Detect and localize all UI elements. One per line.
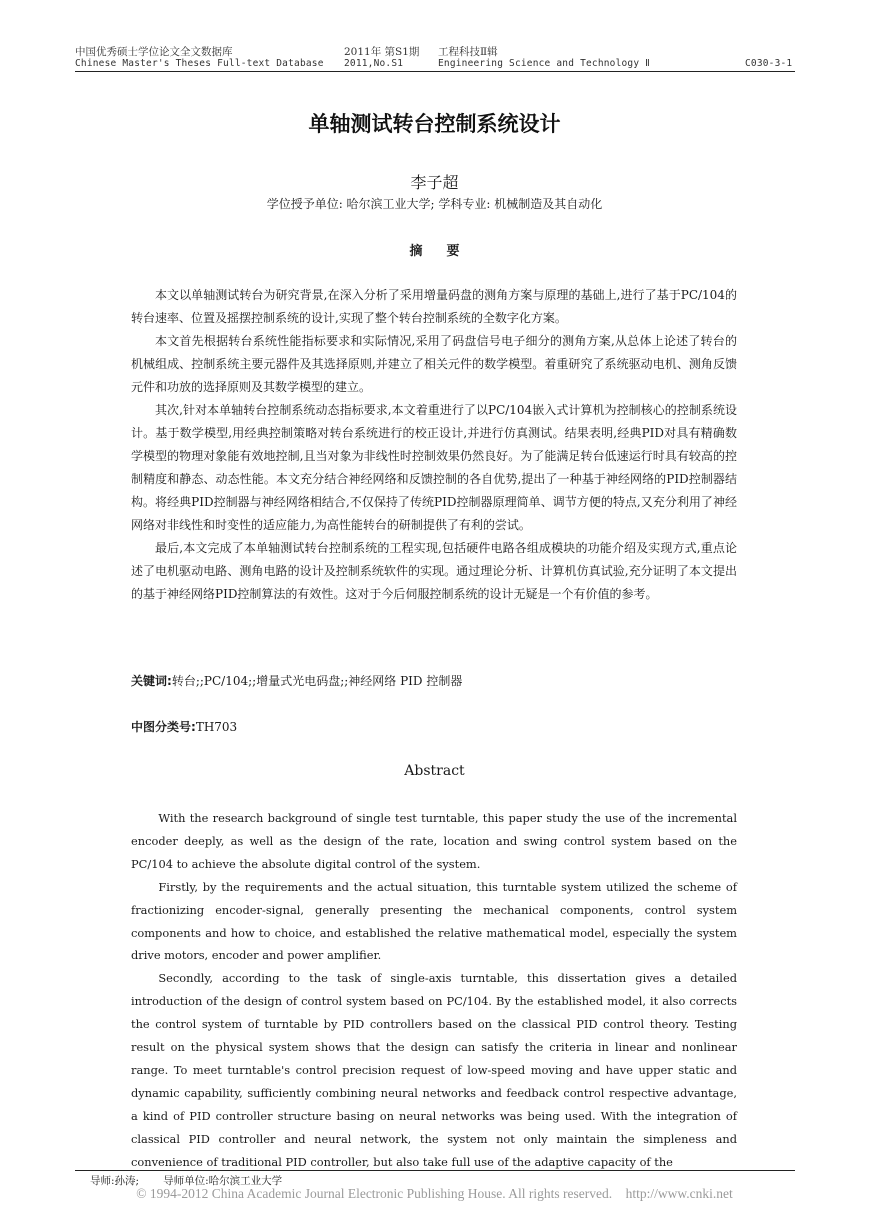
keywords-value: 转台;;PC/104;;增量式光电码盘;;神经网络 PID 控制器 bbox=[171, 674, 463, 688]
paper-title: 单轴测试转台控制系统设计 bbox=[308, 112, 561, 136]
abstract-cn-paragraph: 本文以单轴测试转台为研究背景,在深入分析了采用增量码盘的测角方案与原理的基础上,进行了基于PC/104的转台速率、位置及摇摆控制系统的设计,实现了整个转台控制系统的全数字化方案。 bbox=[131, 288, 737, 325]
paper-affiliation: 学位授予单位: 哈尔滨工业大学; 学科专业: 机械制造及其自动化 bbox=[266, 197, 603, 211]
classification bbox=[131, 718, 237, 735]
header-db-en: Chinese Master's Theses Full-text Database bbox=[75, 58, 324, 69]
keywords bbox=[131, 672, 462, 689]
abstract-en-paragraph: Secondly, according to the task of single-axis turntable, this dissertation gives a detailed introduction of the design of control system based on PC/104. By the established model, it also corrects the control system of turntable by PID controllers based on the classical PID control theory. Testing result on the physical system shows that the design can satisfy the criteria in linear and nonlinear range. To meet turntable's control precision request of low-speed moving and have upper static and dynamic capability, sufficiently combining neural networks and feedback control respective advantage, a kind of PID controller structure basing on neural networks was being used. With the integration of classical PID controller and neural network, the system not only maintain the simpleness and convenience of traditional PID controller, but also take full use of the adaptive capacity of the bbox=[131, 971, 737, 1169]
classification-label: 中图分类号: bbox=[131, 720, 196, 734]
abstract-cn-paragraph: 其次,针对本单轴转台控制系统动态指标要求,本文着重进行了以PC/104嵌入式计算机为控制核心的控制系统设计。基于数学模型,用经典控制策略对转台系统进行的校正设计,并进行仿真测试。结果表明,经典PID对具有精确数学模型的物理对象能有效地控制,且当对象为非线性时控制效果仍然良好。为了能满足转台低速运行时具有较高的控制精度和静态、动态性能。本文充分结合神经网络和反馈控制的各自优势,提出了一种基于神经网络的PID控制器结构。将经典PID控制器与神经网络相结合,不仅保持了传统PID控制器原理简单、调节方便的特点,又充分利用了神经网络对非线性和时变性的适应能力,为高性能转台的研制提供了有利的尝试。 bbox=[131, 403, 737, 532]
abstract-heading-cn: 摘要 bbox=[409, 244, 484, 259]
footer-advisor-unit: 导师单位:哈尔滨工业大学 bbox=[163, 1175, 283, 1187]
header-issue-en: 2011,No.S1 bbox=[344, 58, 404, 69]
header-db-cn: 中国优秀硕士学位论文全文数据库 bbox=[75, 46, 233, 58]
header-issue-cn: 2011年 第S1期 bbox=[344, 46, 420, 58]
abstract-en-paragraph: With the research background of single test turntable, this paper study the use of the incremental encoder deeply, as well as the design of the rate, location and swing control system based on the PC/104 to achieve the absolute digital control of the system. bbox=[131, 811, 737, 871]
abstract-en bbox=[131, 807, 737, 1174]
abstract-cn bbox=[131, 284, 737, 606]
classification-value: TH703 bbox=[195, 720, 238, 734]
copyright-watermark: © 1994-2012 China Academic Journal Electronic Publishing House. All rights reserved. http://www.cnki.net bbox=[136, 1186, 733, 1201]
header-series-cn: 工程科技Ⅱ辑 bbox=[438, 46, 498, 58]
abstract-en-paragraph: Firstly, by the requirements and the actual situation, this turntable system utilized the scheme of fractionizing encoder-signal, generally presenting the mechanical components, control system components and how to choice, and established the relative mathematical model, especially the system drive motors, encoder and power amplifier. bbox=[131, 879, 737, 963]
footer-divider bbox=[75, 1170, 795, 1171]
abstract-cn-paragraph: 本文首先根据转台系统性能指标要求和实际情况,采用了码盘信号电子细分的测角方案,从总体上论述了转台的机械组成、控制系统主要元器件及其选择原则,并建立了相关元件的数学模型。着重研究了系统驱动电机、测角反馈元件和功放的选择原则及其数学模型的建立。 bbox=[131, 334, 737, 394]
footer-advisor: 导师:孙涛; bbox=[90, 1175, 140, 1187]
paper-author: 李子超 bbox=[410, 173, 459, 192]
header-series-en: Engineering Science and Technology Ⅱ bbox=[438, 58, 651, 69]
keywords-label: 关键词: bbox=[131, 674, 172, 688]
header-code: C030-3-1 bbox=[745, 58, 793, 69]
abstract-heading-en: Abstract bbox=[404, 763, 465, 779]
abstract-cn-paragraph: 最后,本文完成了本单轴测试转台控制系统的工程实现,包括硬件电路各组成模块的功能介绍及实现方式,重点论述了电机驱动电路、测角电路的设计及控制系统软件的实现。通过理论分析、计算机仿真试验,充分证明了本文提出的基于神经网络PID控制算法的有效性。这对于今后伺服控制系统的设计无疑是一个有价值的参考。 bbox=[131, 541, 737, 601]
header-divider bbox=[75, 71, 795, 72]
